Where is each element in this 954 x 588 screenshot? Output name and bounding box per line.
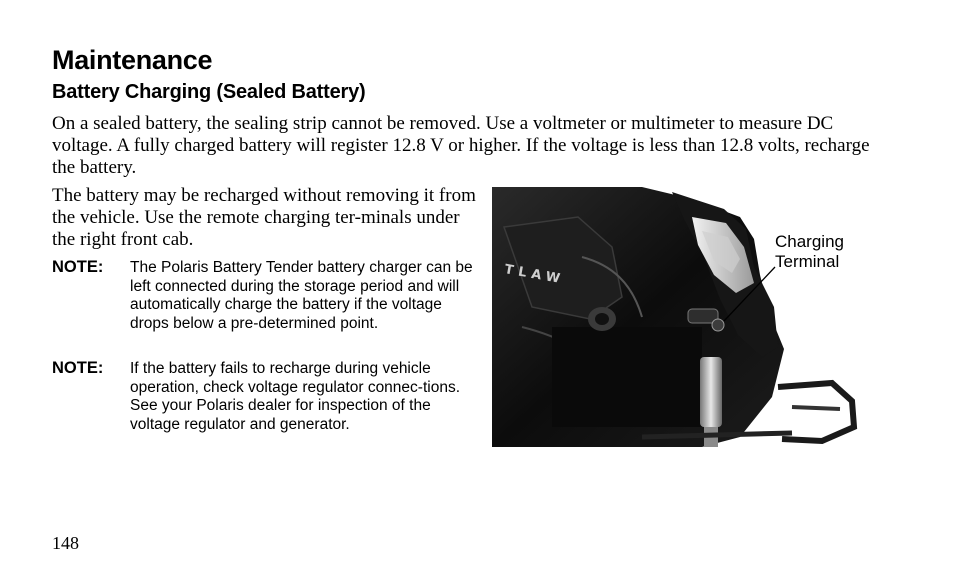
intro-paragraph: On a sealed battery, the sealing strip cannot be removed. Use a voltmeter or multimeter to measure DC voltage. A fully charged battery will register 12.8 V or higher. If the voltage is less than 12.8 volts, recharge the battery. [52,113,870,178]
section-title: Maintenance [52,45,213,75]
decal-text: TLAW [503,262,566,288]
snowmobile-front-photo [492,187,865,447]
page-number: 148 [52,533,79,553]
callout-line-2: Terminal [775,252,840,271]
note-text: The Polaris Battery Tender battery charger can be left connected during the storage period and will automatically charge the battery if the voltage drops below a pre-determined point. [130,259,473,332]
note-label: NOTE: [52,258,104,276]
note-block-1 [52,259,482,333]
charging-terminal-callout [775,232,844,272]
note-text: If the battery fails to recharge during vehicle operation, check voltage regulator connec-tions. See your Polaris dealer for inspection of the voltage regulator and generator. [130,360,461,433]
note-block-2 [52,360,482,434]
note-label: NOTE: [52,359,104,377]
subsection-title: Battery Charging (Sealed Battery) [52,81,366,103]
callout-line-1: Charging [775,232,844,251]
recharge-paragraph: The battery may be recharged without removing it from the vehicle. Use the remote charging ter-minals under the right front cab. [52,185,476,250]
